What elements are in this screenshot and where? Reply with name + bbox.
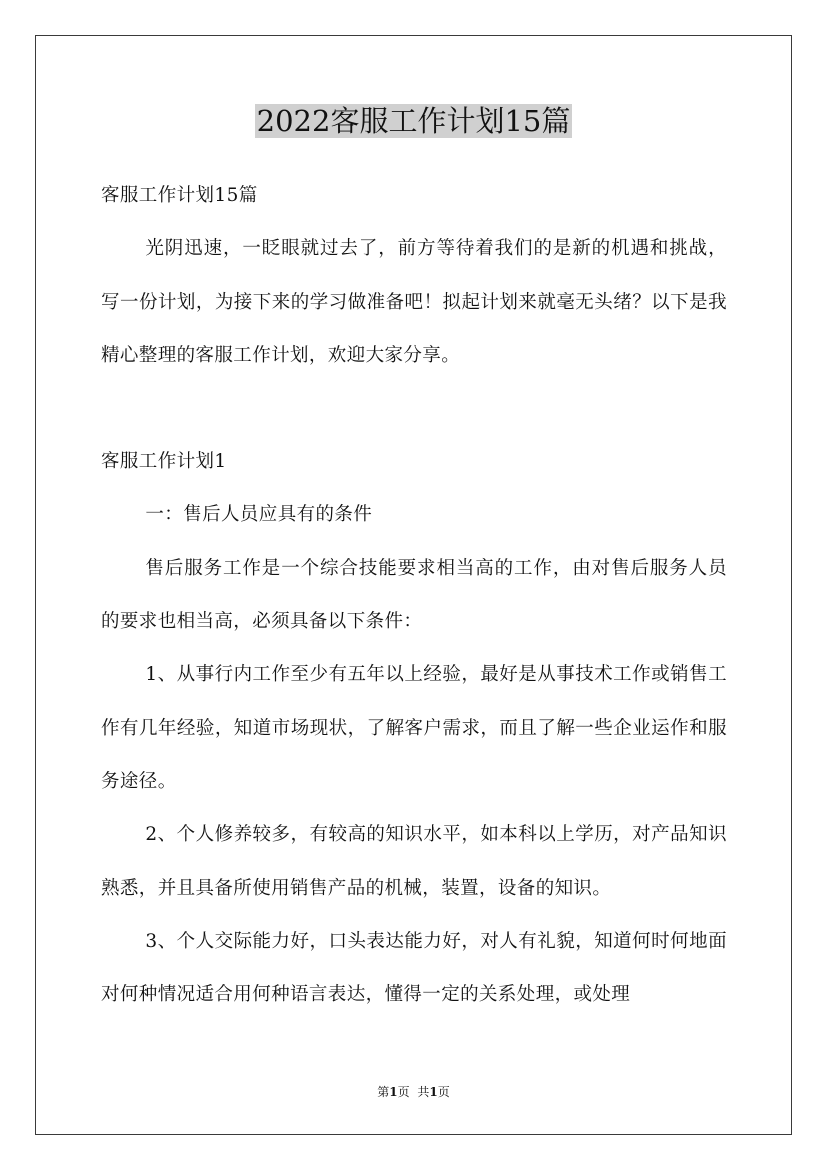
body-paragraph: 1、从事行内工作至少有五年以上经验，最好是从事技术工作或销售工作有几年经验，知道市场现状，了解客户需求，而且了解一些企业运作和服务途径。 (101, 664, 727, 792)
page-number: 1 (389, 1085, 398, 1099)
section-subheading: 一：售后人员应具有的条件 (145, 504, 373, 526)
body-paragraph: 3、个人交际能力好，口头表达能力好，对人有礼貌，知道何时何地面对何种情况适合用何种语言表达，懂得一定的关系处理，或处理 (101, 930, 727, 1006)
page-suffix: 页 (397, 1085, 410, 1099)
page-footer (0, 1084, 827, 1100)
document-subtitle: 客服工作计划15篇 (101, 185, 258, 206)
page-prefix: 第 (377, 1085, 390, 1099)
intro-paragraph: 光阴迅速，一眨眼就过去了，前方等待着我们的是新的机遇和挑战，写一份计划，为接下来的学习做准备吧！拟起计划来就毫无头绪？以下是我精心整理的客服工作计划，欢迎大家分享。 (101, 238, 727, 366)
total-pages: 1 (429, 1085, 438, 1099)
document-body (101, 169, 727, 1021)
body-paragraph: 2、个人修养较多，有较高的知识水平，如本科以上学历，对产品知识熟悉，并且具备所使用销售产品的机械，装置，设备的知识。 (101, 824, 727, 899)
blank-line (101, 382, 727, 435)
body-paragraph: 售后服务工作是一个综合技能要求相当高的工作，由对售后服务人员的要求也相当高，必须具备以下条件： (101, 557, 727, 633)
document-title (0, 99, 827, 143)
document-title-text: 2022客服工作计划15篇 (256, 104, 571, 138)
total-suffix: 页 (437, 1085, 450, 1099)
total-prefix: 共 (417, 1085, 430, 1099)
section-heading: 客服工作计划1 (101, 451, 227, 473)
